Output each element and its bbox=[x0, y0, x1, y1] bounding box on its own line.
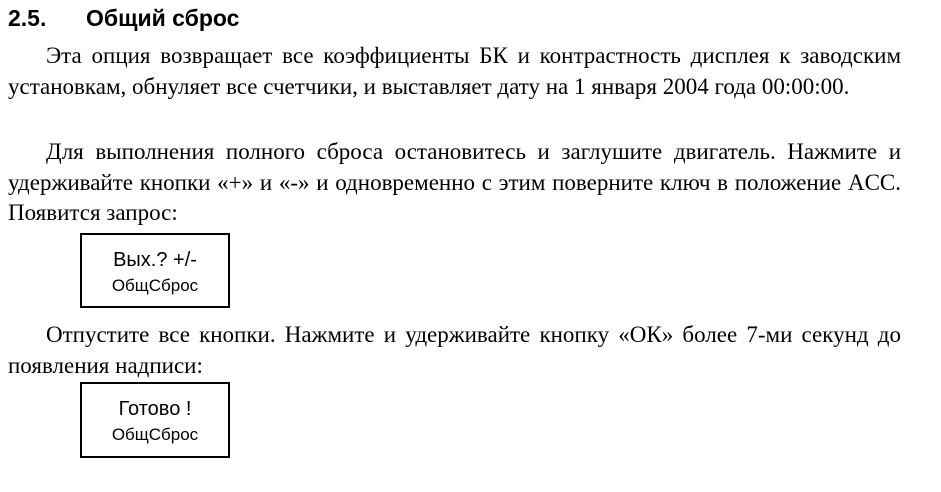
display-prompt-box bbox=[80, 233, 230, 308]
display-prompt-line1: Вых.? +/- bbox=[113, 249, 197, 271]
section-number: 2.5. bbox=[8, 5, 47, 31]
paragraph-reset-procedure: Для выполнения полного сброса остановитесь и заглушите двигатель. Нажмите и удерживайте кнопки «+» и «-» и одновременно с этим поверните ключ в положение ACC. Появится запрос: bbox=[8, 139, 901, 225]
section-title: Общий сброс bbox=[86, 5, 240, 31]
display-done-line1: Готово ! bbox=[118, 398, 192, 420]
paragraph-confirm-procedure: Отпустите все кнопки. Нажмите и удерживайте кнопку «ОК» более 7-ми секунд до появления надписи: bbox=[8, 322, 901, 378]
paragraph-reset-description: Эта опция возвращает все коэффициенты БК и контрастность дисплея к заводским установкам, обнуляет все счетчики, и выставляет дату на 1 января 2004 года 00:00:00. bbox=[8, 43, 901, 99]
display-prompt-line2: ОбщСброс bbox=[111, 276, 199, 295]
section-heading bbox=[8, 4, 239, 32]
display-done-box bbox=[80, 382, 230, 458]
display-done-line2: ОбщСброс bbox=[111, 425, 199, 444]
